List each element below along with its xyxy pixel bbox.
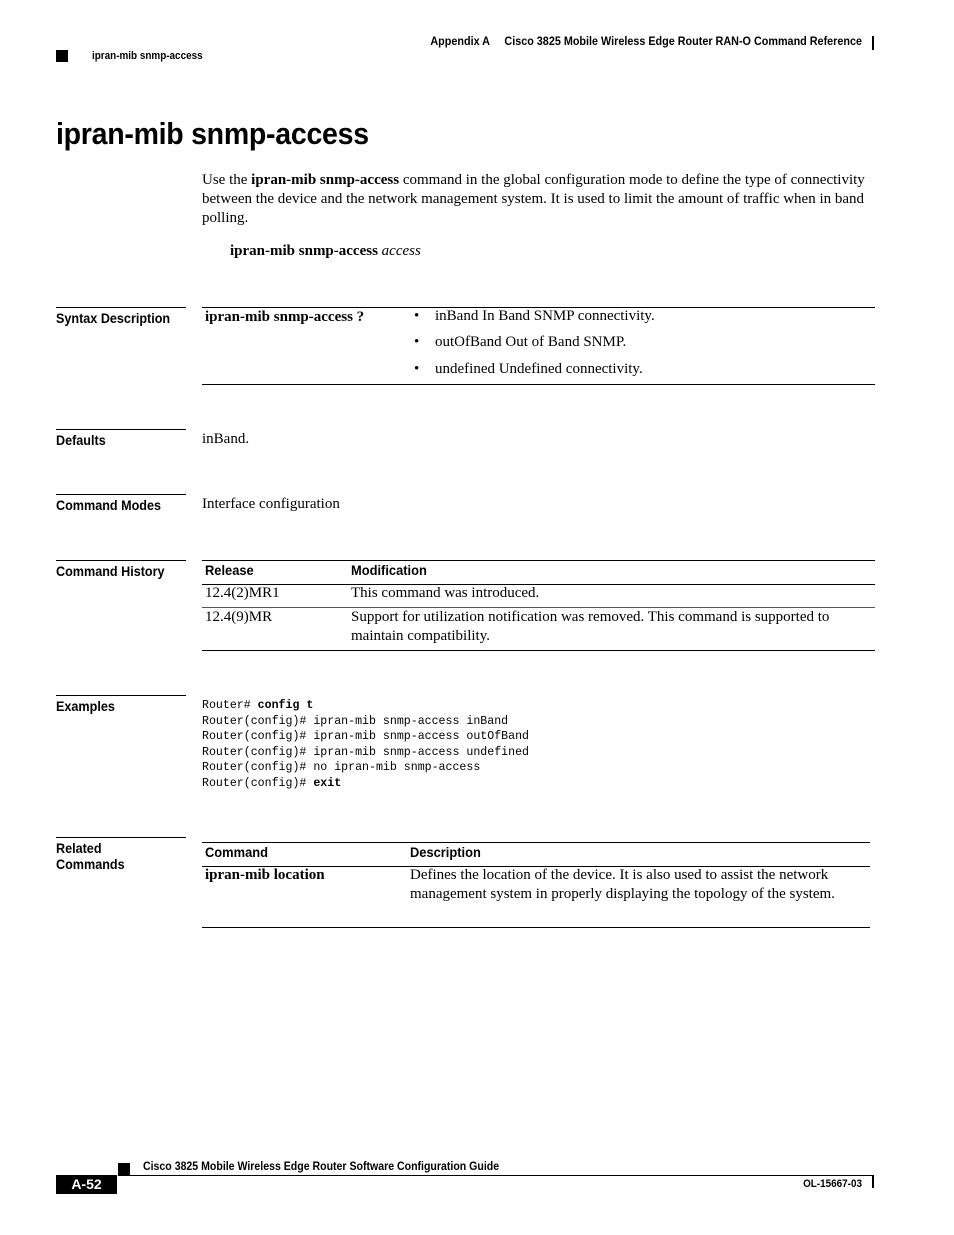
running-head-command: ipran-mib snmp-access bbox=[92, 50, 203, 62]
section-label-command-history: Command History bbox=[56, 560, 186, 579]
section-label-examples: Examples bbox=[56, 695, 186, 714]
footer-guide-title: Cisco 3825 Mobile Wireless Edge Router Software Configuration Guide bbox=[143, 1159, 500, 1173]
command-modes-text: Interface configuration bbox=[202, 496, 340, 512]
footer-doc-number: OL-15667-03 bbox=[803, 1178, 862, 1190]
history-header-modification: Modification bbox=[351, 562, 427, 578]
intro-suffix: command in the global configuration mode to define the type of connectivity between the device and the network management system. It is used to limit the amount of traffic when in band polling. bbox=[202, 172, 865, 226]
section-label-syntax-description: Syntax Description bbox=[56, 307, 186, 326]
syntax-bullet: • outOfBand Out of Band SNMP. bbox=[414, 334, 627, 350]
syntax-command: ipran-mib snmp-access bbox=[230, 243, 378, 259]
code-line: Router# config t bbox=[202, 699, 314, 712]
syntax-table-command: ipran-mib snmp-access ? bbox=[205, 309, 365, 325]
section-label-defaults: Defaults bbox=[56, 429, 186, 448]
footer-rule bbox=[118, 1175, 874, 1176]
intro-command: ipran-mib snmp-access bbox=[251, 172, 400, 188]
running-header bbox=[356, 34, 862, 48]
related-header-description: Description bbox=[410, 844, 481, 860]
syntax-bullet: • undefined Undefined connectivity. bbox=[414, 361, 643, 377]
footer-vertical-rule bbox=[872, 1176, 874, 1188]
related-description-cell: Defines the location of the device. It is also used to assist the network management system in properly displaying the topology of the system. bbox=[410, 867, 835, 902]
history-modification-cell: This command was introduced. bbox=[351, 585, 540, 601]
syntax-table-bottom-rule bbox=[202, 384, 875, 385]
history-table-bottom-rule bbox=[202, 650, 875, 651]
section-label-command-modes: Command Modes bbox=[56, 494, 186, 513]
syntax-bullet: • inBand In Band SNMP connectivity. bbox=[414, 308, 655, 324]
command-syntax bbox=[230, 242, 421, 261]
section-label-related-commands: Related Commands bbox=[56, 837, 186, 872]
history-header-release: Release bbox=[205, 562, 254, 578]
intro-prefix: Use the bbox=[202, 172, 252, 188]
related-command-cell: ipran-mib location bbox=[205, 867, 325, 883]
code-line: Router(config)# ipran-mib snmp-access outOfBand bbox=[202, 730, 530, 744]
history-modification-cell: Support for utilization notification was removed. This command is supported to maintain compatibility. bbox=[351, 609, 830, 644]
related-header-command: Command bbox=[205, 844, 268, 860]
code-line: Router(config)# ipran-mib snmp-access inBand bbox=[202, 714, 509, 728]
page-title: ipran-mib snmp-access bbox=[56, 116, 369, 151]
code-line: Router(config)# ipran-mib snmp-access undefined bbox=[202, 745, 530, 759]
book-title: Cisco 3825 Mobile Wireless Edge Router RAN-O Command Reference bbox=[504, 34, 862, 48]
defaults-text: inBand. bbox=[202, 431, 250, 447]
history-release-cell: 12.4(9)MR bbox=[205, 609, 273, 625]
related-table-bottom-rule bbox=[202, 927, 870, 928]
page-number-badge: A-52 bbox=[56, 1175, 117, 1194]
history-release-cell: 12.4(2)MR1 bbox=[205, 585, 280, 601]
code-line: Router(config)# no ipran-mib snmp-access bbox=[202, 761, 481, 775]
appendix-label: Appendix A bbox=[430, 34, 490, 48]
code-line: Router(config)# exit bbox=[202, 776, 342, 790]
syntax-argument: access bbox=[381, 243, 421, 259]
history-table-top-rule bbox=[202, 560, 875, 561]
related-table-top-rule bbox=[202, 842, 870, 843]
intro-paragraph bbox=[202, 171, 874, 228]
header-marker bbox=[56, 50, 68, 62]
footer-marker bbox=[118, 1163, 130, 1175]
example-code-block bbox=[202, 698, 529, 792]
header-rule bbox=[872, 36, 874, 50]
